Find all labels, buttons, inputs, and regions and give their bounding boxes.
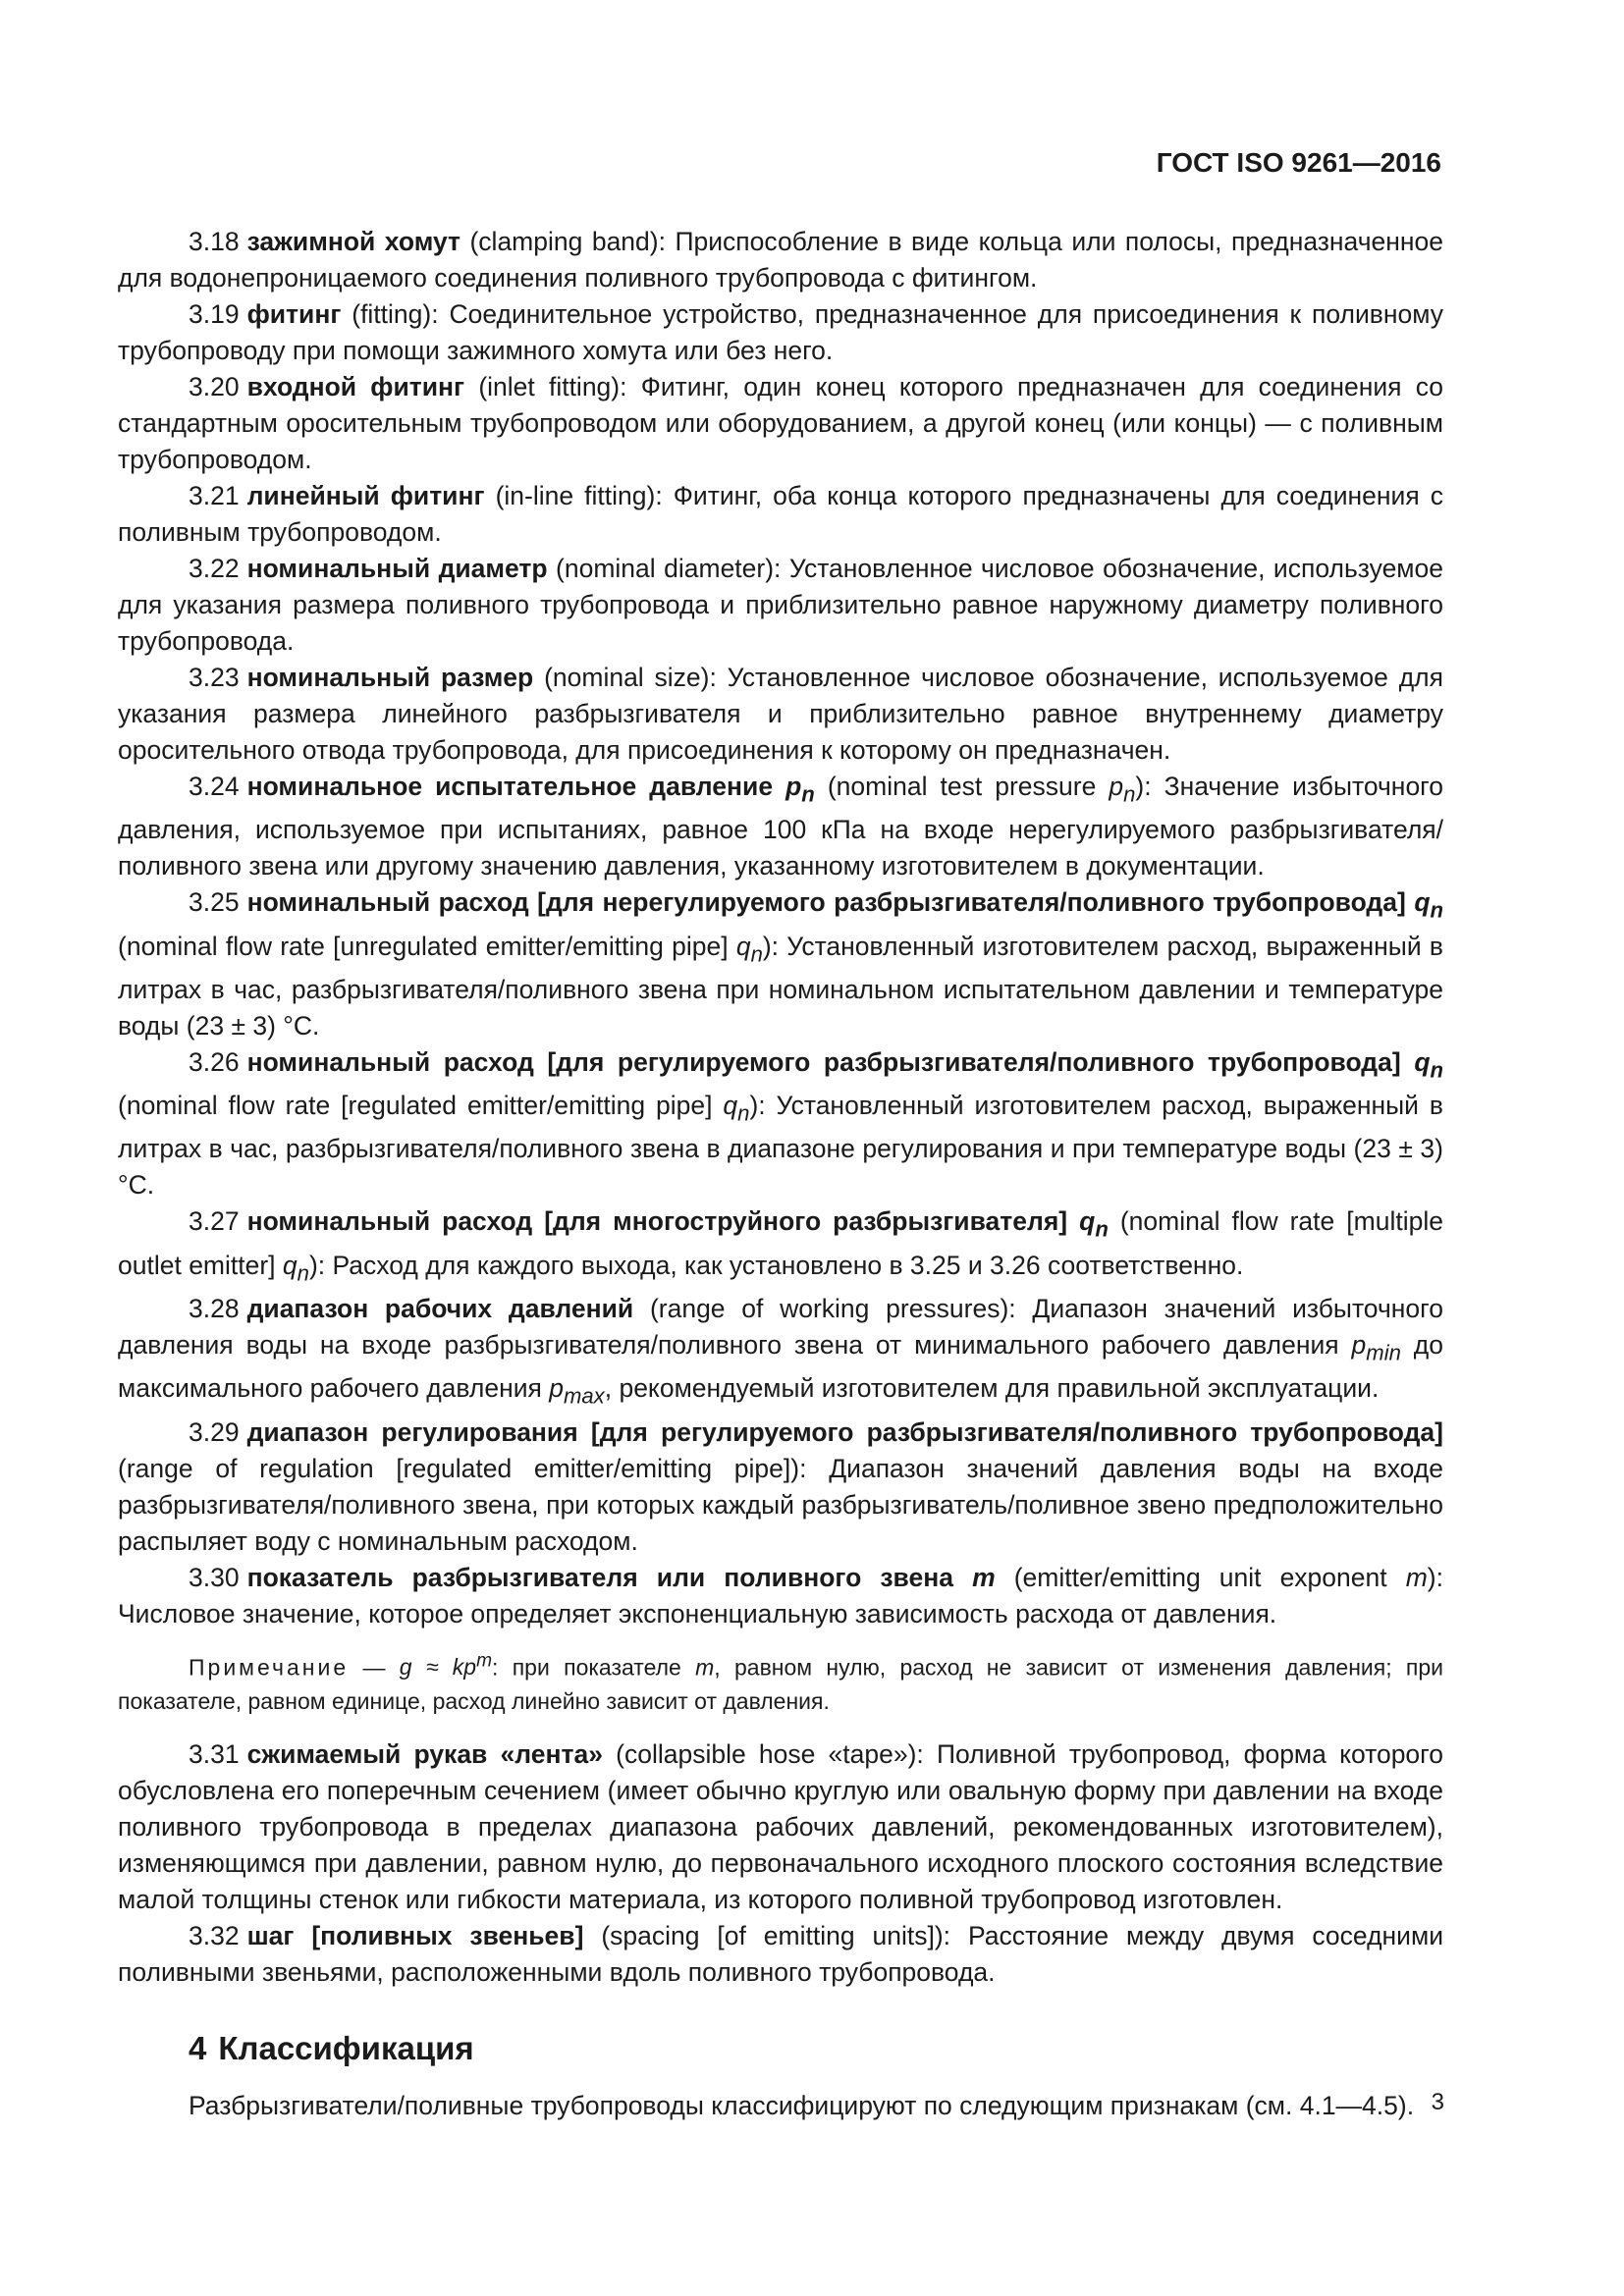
term-name: сжимаемый рукав «лента» — [246, 1739, 603, 1770]
term-definition: Установленный изготовителем расход, выраженный в литрах в час, разбрызгивателя/поливного звена в диапазоне регулирования и при температуре воды (23 ± 3) °С. — [118, 1091, 1443, 1201]
term-definition: Расход для каждого выхода, как установлено в 3.25 и 3.26 соответственно. — [332, 1250, 1244, 1280]
term-entry — [118, 1291, 1443, 1415]
document-code-header: ГОСТ ISO 9261—2016 — [1156, 147, 1441, 178]
term-english: (spacing [of emitting units]): — [601, 1921, 951, 1951]
term-english: (nominal size): — [544, 663, 717, 692]
term-definition: Диапазон значений давления воды на входе разбрызгивателя/поливного звена, при которых каждый разбрызгиватель/поливное звено предположительно распыляет воду с номинальным расходом. — [118, 1453, 1443, 1556]
term-entry — [118, 1203, 1443, 1291]
term-english: (in-line fitting): — [495, 481, 663, 510]
term-number: 3.19 — [189, 299, 240, 329]
term-number: 3.20 — [189, 372, 240, 401]
term-english: (range of regulation [regulated emitter/emitting pipe]): — [118, 1453, 807, 1483]
term-entry — [118, 1918, 1443, 1991]
term-number: 3.28 — [189, 1294, 240, 1324]
note-label: Примечание — [189, 1654, 350, 1681]
term-english: (clamping band): — [469, 227, 666, 256]
document-body — [118, 224, 1443, 2124]
term-number: 3.26 — [189, 1046, 240, 1077]
term-name: номинальный размер — [246, 663, 534, 692]
term-english: (collapsible hose «tape»): — [616, 1739, 924, 1770]
term-definition: Установленный изготовителем расход, выраженный в литрах в час, разбрызгивателя/поливного звена при номинальном испытательном давлении и температуре воды (23 ± 3) °С. — [118, 931, 1443, 1041]
term-definition: Диапазон значений избыточного давления воды на входе разбрызгивателя/поливного звена от минимального рабочего давления $p_{min}$ до максимального рабочего давления $p_{max}$, рекомендуемый изготовителем для правильной эксплуатации. — [118, 1294, 1443, 1409]
note-formula: $g \approx kp^m$ — [399, 1650, 493, 1681]
term-entry — [118, 1736, 1443, 1918]
term-english: (nominal test pressure $p_n$): — [827, 772, 1152, 807]
term-number: 3.32 — [189, 1921, 240, 1951]
term-definition: Соединительное устройство, предназначенное для присоединения к поливному трубопроводу при помощи зажимного хомута или без него. — [118, 299, 1443, 365]
term-number: 3.24 — [189, 772, 240, 801]
note-text: , равном нулю, расход не зависит от изменения давления; при показателе, равном единице, расход линейно зависит от давления. — [118, 1654, 1443, 1715]
term-name: номинальный расход [для нерегулируемого разбрызгивателя/поливного трубопровода] — [246, 887, 1406, 918]
term-entry — [118, 884, 1443, 1044]
section-intro: Разбрызгиватели/поливные трубопроводы классифицируют по следующим признакам (см. 4.1—4.5). — [189, 2091, 1415, 2121]
note-paragraph: Примечание — $g \approx kp^m$: при показателе m, равном нулю, расход не зависит от изменения давления; при показателе, равном единице, расход линейно зависит от давления. — [118, 1650, 1443, 1715]
term-definition: Поливной трубопровод, форма которого обусловлена его поперечным сечением (имеет обычно круглую или овальную форму при давлении на входе поливного трубопровода в пределах диапазона рабочих давлений, рекомендованных изготовителем), изменяющимся при давлении, равном нулю, до первоначального исходного плоского состояния вследствие малой толщины стенок или гибкости материала, из которого поливной трубопровод изготовлен. — [118, 1739, 1443, 1915]
term-name: диапазон рабочих давлений — [246, 1294, 634, 1324]
term-english: (nominal diameter): — [556, 554, 782, 583]
term-definition: Установленное числовое обозначение, используемое для указания размера поливного трубопровода и приблизительно равное наружному диаметру поливного трубопровода. — [118, 554, 1443, 656]
term-english: (inlet fitting): — [478, 372, 627, 401]
term-name: фитинг — [246, 299, 342, 329]
term-symbol: $q_n$ — [1414, 887, 1443, 923]
term-definition: Фитинг, один конец которого предназначен для соединения со стандартным оросительным трубопроводом или оборудованием, а другой конец (или концы) — с поливным трубопроводом. — [118, 372, 1443, 474]
section-number: 4 — [189, 2030, 207, 2067]
term-name: диапазон регулирования [для регулируемого разбрызгивателя/поливного трубопровода] — [246, 1416, 1443, 1447]
term-entry — [118, 369, 1443, 478]
term-english: (nominal flow rate [unregulated emitter/emitting pipe] $q_n$): — [118, 931, 780, 966]
term-symbol: $q_n$ — [1079, 1206, 1109, 1242]
term-name: номинальное испытательное давление — [246, 772, 774, 801]
term-english: (nominal flow rate [regulated emitter/emitting pipe] $q_n$): — [118, 1091, 766, 1126]
term-name: входной фитинг — [246, 372, 465, 401]
term-symbol: $q_n$ — [1414, 1046, 1443, 1083]
term-english: (nominal flow rate [multiple outlet emitter] $q_n$): — [118, 1206, 1443, 1286]
term-entry — [118, 296, 1443, 369]
term-english: (range of working pressures): — [649, 1294, 1016, 1324]
term-name: шаг [поливных звеньев] — [246, 1921, 584, 1951]
term-english: (emitter/emitting unit exponent m): — [1013, 1562, 1443, 1592]
term-definition: Числовое значение, которое определяет экспоненциальную зависимость расхода от давления. — [118, 1598, 1277, 1629]
term-symbol: $p_n$ — [785, 772, 815, 807]
term-number: 3.27 — [189, 1206, 240, 1237]
term-name: номинальный расход [для регулируемого разбрызгивателя/поливного трубопровода] — [246, 1046, 1401, 1077]
term-definition: Расстояние между двумя соседними поливными звеньями, расположенными вдоль поливного трубопровода. — [118, 1921, 1443, 1988]
term-name: зажимной хомут — [246, 227, 460, 256]
term-entry — [118, 1044, 1443, 1204]
term-number: 3.23 — [189, 663, 240, 692]
section-title: Классификация — [218, 2030, 474, 2067]
term-entry — [118, 478, 1443, 551]
term-name: показатель разбрызгивателя или поливного звена — [246, 1562, 953, 1592]
term-english: (fitting): — [352, 299, 439, 329]
term-entry — [118, 660, 1443, 769]
term-definition: Фитинг, оба конца которого предназначены для соединения с поливным трубопроводом. — [118, 481, 1443, 547]
section-heading — [189, 2030, 1443, 2066]
term-symbol: m — [972, 1562, 996, 1592]
term-definition: Значение избыточного давления, используемое при испытаниях, равное 100 кПа на входе нерегулируемого разбрызгивателя/поливного звена или другому значению давления, указанному изготовителем в документации. — [118, 772, 1444, 881]
term-number: 3.29 — [189, 1416, 240, 1447]
term-number: 3.31 — [189, 1739, 240, 1770]
page-number: 3 — [1431, 2089, 1444, 2115]
term-number: 3.18 — [189, 227, 240, 256]
term-number: 3.30 — [189, 1562, 240, 1592]
term-entry — [118, 1415, 1443, 1560]
term-entry — [118, 769, 1443, 884]
term-number: 3.21 — [189, 481, 240, 510]
term-number: 3.22 — [189, 554, 240, 583]
term-name: линейный фитинг — [246, 481, 485, 510]
term-definition: Установленное числовое обозначение, используемое для указания размера линейного разбрызгивателя и приблизительно равное внутреннему диаметру оросительного отвода трубопровода, для присоединения к которому он предназначен. — [118, 663, 1443, 765]
term-entry — [118, 551, 1443, 660]
term-entry — [118, 224, 1443, 296]
term-name: номинальный диаметр — [246, 554, 548, 583]
term-number: 3.25 — [189, 887, 240, 918]
term-entry — [118, 1560, 1443, 1632]
term-name: номинальный расход [для многоструйного разбрызгивателя] — [246, 1206, 1068, 1237]
term-definition: Приспособление в виде кольца или полосы, предназначенное для водонепроницаемого соединения поливного трубопровода с фитингом. — [118, 227, 1444, 293]
